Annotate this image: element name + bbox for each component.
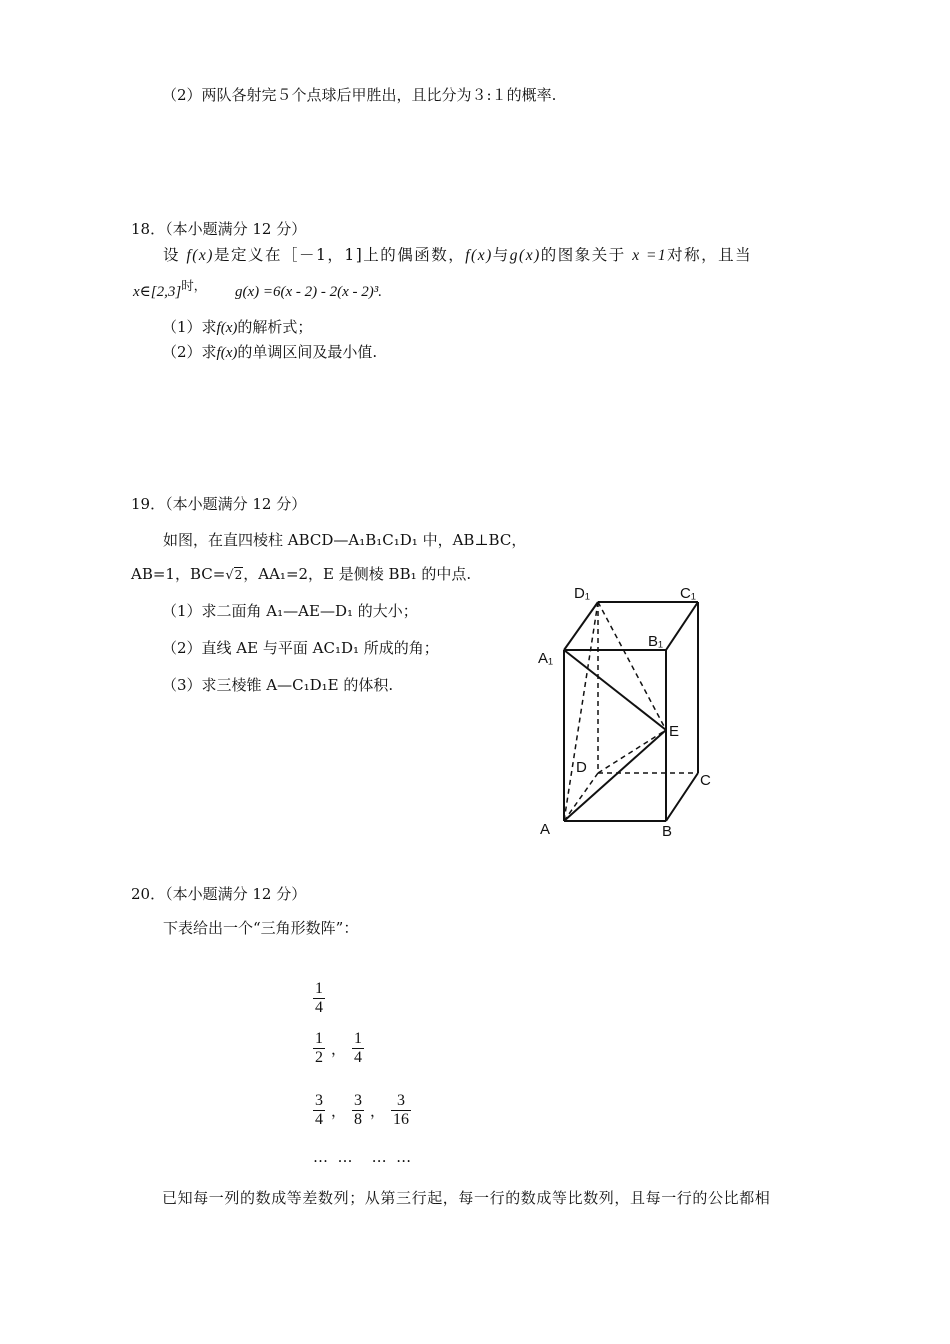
hidden-segment-DE — [598, 730, 666, 773]
label-C: C — [700, 772, 711, 789]
label-B: B — [662, 823, 673, 840]
x-in-interval: x∈[2,3] — [133, 284, 182, 300]
array-row-1 — [313, 980, 325, 1017]
label-B1: B₁ — [648, 633, 664, 650]
q19-part3: （3）求三棱锥 A—C₁D₁E 的体积. — [162, 676, 394, 694]
q18-part1: （1）求f(x)的解析式； — [162, 318, 313, 336]
fraction: $\frac{1}{2}$ — [315, 1030, 323, 1066]
f-x-symbol: f(x) — [465, 247, 493, 264]
label-A1: A₁ — [538, 650, 554, 667]
q19-line1: 如图，在直四棱柱 ABCD—A₁B₁C₁D₁ 中，AB⊥BC， — [163, 531, 527, 549]
label-A: A — [540, 821, 551, 838]
hidden-edge-DA — [564, 773, 598, 821]
fraction: $\frac{1}{4}$ — [315, 980, 323, 1016]
q18-part2: （2）求f(x)的单调区间及最小值. — [162, 343, 378, 361]
f-x-symbol: f(x) — [186, 247, 214, 264]
g-definition: g(x) =6(x - 2) - 2(x - 2)³. — [234, 284, 383, 300]
q19-part1: （1）求二面角 A₁—AE—D₁ 的大小； — [162, 602, 418, 620]
q19-line2: AB=1，BC=√2，AA₁=2，E 是侧棱 BB₁ 的中点. — [131, 565, 472, 583]
edge-BC — [666, 773, 698, 821]
edge-C1B1 — [666, 602, 698, 650]
q18-line2: $x\in[2,3]^{时,}$ g(x) =6(x - 2) - 2(x - 2)³. — [133, 278, 383, 300]
edge-A1D1 — [564, 602, 598, 650]
q17-part2: （2）两队各射完５个点球后甲胜出，且比分为３:１的概率. — [162, 86, 557, 104]
sqrt-2: √2 — [225, 568, 243, 583]
q20-intro: 下表给出一个“三角形数阵”： — [163, 919, 359, 937]
array-ellipsis: … … … … — [313, 1148, 412, 1166]
g-x-symbol: g(x) — [509, 247, 541, 264]
label-C1: C₁ — [680, 585, 696, 602]
prism-figure — [530, 580, 720, 842]
x-eq-1: x =1 — [632, 247, 668, 264]
q18-line1: 设 f(x)是定义在［－1，1]上的偶函数，f(x)与g(x)的图象关于 x =1对称，且当 — [163, 246, 753, 264]
fraction: $\frac{1}{4}$ — [354, 1030, 363, 1066]
q18-header: 18．（本小题满分 12 分） — [131, 220, 307, 238]
fraction: $\frac{3}{16}$ — [393, 1092, 410, 1128]
fraction: $\frac{3}{4}$ — [315, 1092, 323, 1128]
label-D: D — [576, 759, 587, 776]
q19-part2: （2）直线 AE 与平面 AC₁D₁ 所成的角； — [162, 639, 439, 657]
array-row-3: $\frac{3}{4}$ ， $\frac{3}{8}$ ， $\frac{3}{16}$ — [315, 1092, 410, 1128]
label-D1: D₁ — [574, 585, 590, 602]
fraction: $\frac{3}{8}$ — [354, 1092, 363, 1128]
q20-header: 20．（本小题满分 12 分） — [131, 885, 307, 903]
array-row-2: $\frac{1}{2}$ ， $\frac{1}{4}$ — [315, 1030, 363, 1066]
hidden-segment-D1E — [598, 602, 666, 730]
q20-tail: 已知每一列的数成等差数列；从第三行起，每一行的数成等比数列，且每一行的公比都相 — [162, 1189, 771, 1207]
label-E: E — [669, 723, 680, 740]
q19-header: 19．（本小题满分 12 分） — [131, 495, 307, 513]
hidden-segment-D1A — [564, 602, 598, 821]
